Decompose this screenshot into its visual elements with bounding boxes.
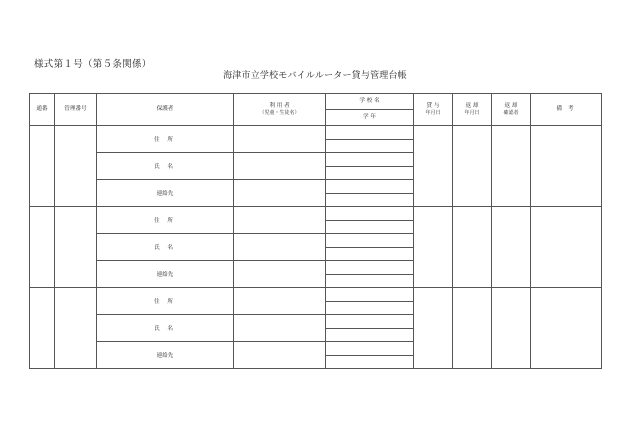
remarks-cell[interactable] bbox=[531, 126, 602, 207]
header-management-number: 管理番号 bbox=[55, 94, 97, 126]
contact-label: 連絡先 bbox=[156, 272, 174, 278]
guardian-address-cell[interactable] bbox=[97, 288, 234, 315]
return-check-cell[interactable] bbox=[492, 207, 531, 288]
header-return-label: 返 却 bbox=[465, 102, 479, 109]
management-number-cell[interactable] bbox=[55, 288, 97, 369]
guardian-contact-cell[interactable] bbox=[97, 342, 234, 369]
school-grade-cell[interactable] bbox=[326, 139, 414, 153]
return-date-cell[interactable] bbox=[453, 288, 492, 369]
guardian-name-cell[interactable] bbox=[97, 153, 234, 180]
return-date-cell[interactable] bbox=[453, 207, 492, 288]
header-lend-sub: 年月日 bbox=[425, 109, 441, 116]
contact-label: 連絡先 bbox=[156, 353, 174, 359]
serial-cell[interactable] bbox=[30, 288, 55, 369]
return-check-cell[interactable] bbox=[492, 126, 531, 207]
return-date-cell[interactable] bbox=[453, 126, 492, 207]
school-grade-cell[interactable] bbox=[326, 274, 414, 288]
header-remarks: 備 考 bbox=[531, 94, 602, 126]
user-cell-middle[interactable] bbox=[234, 315, 326, 342]
header-return-check-label: 返 却 bbox=[504, 102, 518, 109]
guardian-name-cell[interactable] bbox=[97, 234, 234, 261]
user-cell-top[interactable] bbox=[234, 207, 326, 234]
school-grade-cell[interactable] bbox=[326, 166, 414, 180]
guardian-contact-cell[interactable] bbox=[97, 180, 234, 207]
remarks-cell[interactable] bbox=[531, 288, 602, 369]
guardian-contact-cell[interactable] bbox=[97, 261, 234, 288]
header-return-check bbox=[492, 94, 531, 126]
lend-date-cell[interactable] bbox=[414, 207, 453, 288]
user-cell-top[interactable] bbox=[234, 126, 326, 153]
user-cell-bottom[interactable] bbox=[234, 342, 326, 369]
management-number-cell[interactable] bbox=[55, 207, 97, 288]
school-grade-cell[interactable] bbox=[326, 153, 414, 167]
school-grade-cell[interactable] bbox=[326, 288, 414, 302]
management-number-cell[interactable] bbox=[55, 126, 97, 207]
header-user-label: 利 用 者 bbox=[269, 102, 290, 109]
form-number-label: 様式第１号（第５条関係） bbox=[34, 59, 152, 70]
header-return-sub: 年月日 bbox=[464, 109, 480, 116]
header-row-top bbox=[30, 94, 602, 110]
school-grade-cell[interactable] bbox=[326, 315, 414, 329]
user-cell-middle[interactable] bbox=[234, 234, 326, 261]
school-grade-cell[interactable] bbox=[326, 342, 414, 356]
school-grade-cell[interactable] bbox=[326, 301, 414, 315]
header-user bbox=[234, 94, 326, 126]
school-grade-cell[interactable] bbox=[326, 328, 414, 342]
contact-label: 連絡先 bbox=[156, 191, 174, 197]
school-grade-cell[interactable] bbox=[326, 247, 414, 261]
address-label: 住 所 bbox=[154, 137, 176, 143]
school-grade-cell[interactable] bbox=[326, 193, 414, 207]
guardian-address-cell[interactable] bbox=[97, 126, 234, 153]
serial-cell[interactable] bbox=[30, 207, 55, 288]
school-grade-cell[interactable] bbox=[326, 126, 414, 140]
header-user-sub: （児童・生徒名） bbox=[259, 109, 300, 116]
header-grade: 学 年 bbox=[326, 110, 414, 126]
header-serial: 通番 bbox=[30, 94, 55, 126]
name-label: 氏 名 bbox=[154, 326, 176, 332]
school-grade-cell[interactable] bbox=[326, 180, 414, 194]
header-lend-label: 貸 与 bbox=[426, 102, 440, 109]
school-grade-cell[interactable] bbox=[326, 207, 414, 221]
header-guardian: 保護者 bbox=[97, 94, 234, 126]
guardian-name-cell[interactable] bbox=[97, 315, 234, 342]
record-subrow bbox=[30, 288, 602, 302]
address-label: 住 所 bbox=[154, 218, 176, 224]
school-grade-cell[interactable] bbox=[326, 261, 414, 275]
header-return-date bbox=[453, 94, 492, 126]
school-grade-cell[interactable] bbox=[326, 220, 414, 234]
header-lend-date bbox=[414, 94, 453, 126]
user-cell-bottom[interactable] bbox=[234, 261, 326, 288]
record-subrow bbox=[30, 207, 602, 221]
return-check-cell[interactable] bbox=[492, 288, 531, 369]
name-label: 氏 名 bbox=[154, 245, 176, 251]
remarks-cell[interactable] bbox=[531, 207, 602, 288]
record-subrow bbox=[30, 126, 602, 140]
name-label: 氏 名 bbox=[154, 164, 176, 170]
address-label: 住 所 bbox=[154, 299, 176, 305]
header-return-check-sub: 確認者 bbox=[503, 109, 519, 116]
header-school-name: 学 校 名 bbox=[326, 94, 414, 110]
serial-cell[interactable] bbox=[30, 126, 55, 207]
document-title: 海津市立学校モバイルルーター貸与管理台帳 bbox=[223, 71, 407, 81]
user-cell-middle[interactable] bbox=[234, 153, 326, 180]
ledger-table bbox=[29, 93, 602, 369]
school-grade-cell[interactable] bbox=[326, 355, 414, 369]
lend-date-cell[interactable] bbox=[414, 126, 453, 207]
school-grade-cell[interactable] bbox=[326, 234, 414, 248]
guardian-address-cell[interactable] bbox=[97, 207, 234, 234]
user-cell-bottom[interactable] bbox=[234, 180, 326, 207]
lend-date-cell[interactable] bbox=[414, 288, 453, 369]
user-cell-top[interactable] bbox=[234, 288, 326, 315]
